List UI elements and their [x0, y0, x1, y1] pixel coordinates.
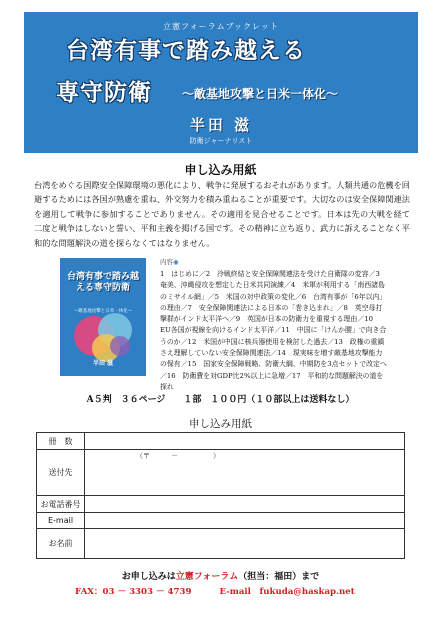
title-line-1: 台湾有事で踏み越える	[66, 38, 306, 64]
series-label: 立憲フォーラムブックレット	[163, 22, 279, 31]
postal-code-hint: （〒 － ）	[136, 452, 220, 460]
toc-heading	[160, 257, 179, 266]
apply-prefix: お申し込みは	[121, 572, 176, 582]
contact-email[interactable]: E-mail fukuda@haskap.net	[219, 587, 355, 597]
form-row-email	[37, 513, 405, 529]
contact-person: （担当：福田）まで	[238, 572, 320, 582]
author-role: 防衛ジャーナリスト	[189, 137, 253, 145]
form-row-phone	[37, 496, 405, 513]
cover-subtitle: 〜敵基地攻撃と日米一体化〜	[73, 309, 133, 314]
toc-bullet-icon: ◉	[173, 258, 179, 266]
title-banner	[24, 12, 418, 153]
order-form-heading: 申し込み用紙	[184, 163, 257, 177]
order-form-table	[36, 432, 405, 559]
name-label: お名前	[37, 529, 85, 559]
form-row-name	[37, 529, 405, 559]
copies-label: 冊 数	[37, 433, 85, 450]
phone-label: お電話番号	[37, 496, 85, 513]
application-note	[0, 569, 441, 582]
cover-circle-purple	[110, 336, 130, 356]
address-field[interactable]	[85, 450, 405, 496]
contact-line	[75, 585, 355, 597]
name-field[interactable]	[85, 529, 405, 559]
toc-label: 内容	[160, 258, 173, 266]
phone-field[interactable]	[85, 496, 405, 513]
subtitle: 〜敵基地攻撃と日米一体化〜	[182, 87, 339, 101]
intro-paragraph: 台湾をめぐる国際安全保障環境の悪化により、戦争に発展するおそれがあります。人類共通の危機を回避するためには各国が熟慮を重ね、外交努力を積み重ねることが重要です。大切なのは安全保障関連法を適用して戦争に参加することでありません。その適用を見合せることです。日本は先の大戦を経て二度と戦争はしないと誓い、平和主義を掲げる国です。その精神に立ち返り、武力に訴えることなく平和的な問題解決の道を探らなくてはなりません。	[34, 180, 410, 248]
author-name: 半田 滋	[189, 116, 253, 134]
cover-author: 半田 滋	[92, 360, 114, 367]
book-spec: A５判 ３６ページ １部 １００円（１０部以上は送料なし）	[86, 395, 355, 405]
email-field[interactable]	[85, 513, 405, 529]
table-of-contents: 1 はじめに／2 冷戦終結と安全保障関連法を受けた自衛隊の変容／3 奄美、沖縄侵攻を想定した日米共同演練／4 米軍が利用する「南西諸島のミサイル網」／5 米国の対中政策の変化／6 台湾有事が「6年以内」の理由／7 安全保障関連法による日本の「巻き込まれ」／8 英空母打撃群がインド太平洋へ／9 英国が日本の防衛力を重視する理由／10 EU各国が視線を向けるインド太平洋／11 中国に「けんか腰」で向き合うのか／12 米国が中国に核兵器使用を検討した過去／13 政権の重鎮さえ理解していない安全保障関連法／14 現実味を増す敵基地攻撃能力の保有／15 国家安全保障戦略、防衛大綱、中期防を3点セットで改定へ／16 防衛費を対GDP比2%以上に急増／17 平和的な問題解決の道を探れ	[160, 270, 387, 391]
copies-field[interactable]	[85, 433, 405, 450]
book-cover-image	[60, 258, 146, 376]
fax-number: FAX：03 － 3303 － 4739	[75, 587, 192, 597]
form-row-address	[37, 450, 405, 496]
title-line-2: 専守防衛	[56, 80, 152, 106]
cover-title: 台湾有事で踏み越える専守防衛	[66, 272, 139, 293]
form-row-copies	[37, 433, 405, 450]
form-title: 申し込み用紙	[189, 418, 252, 430]
address-label: 送付先	[37, 450, 85, 496]
email-label: E-mail	[37, 513, 85, 529]
organization-name: 立憲フォーラム	[175, 572, 239, 582]
